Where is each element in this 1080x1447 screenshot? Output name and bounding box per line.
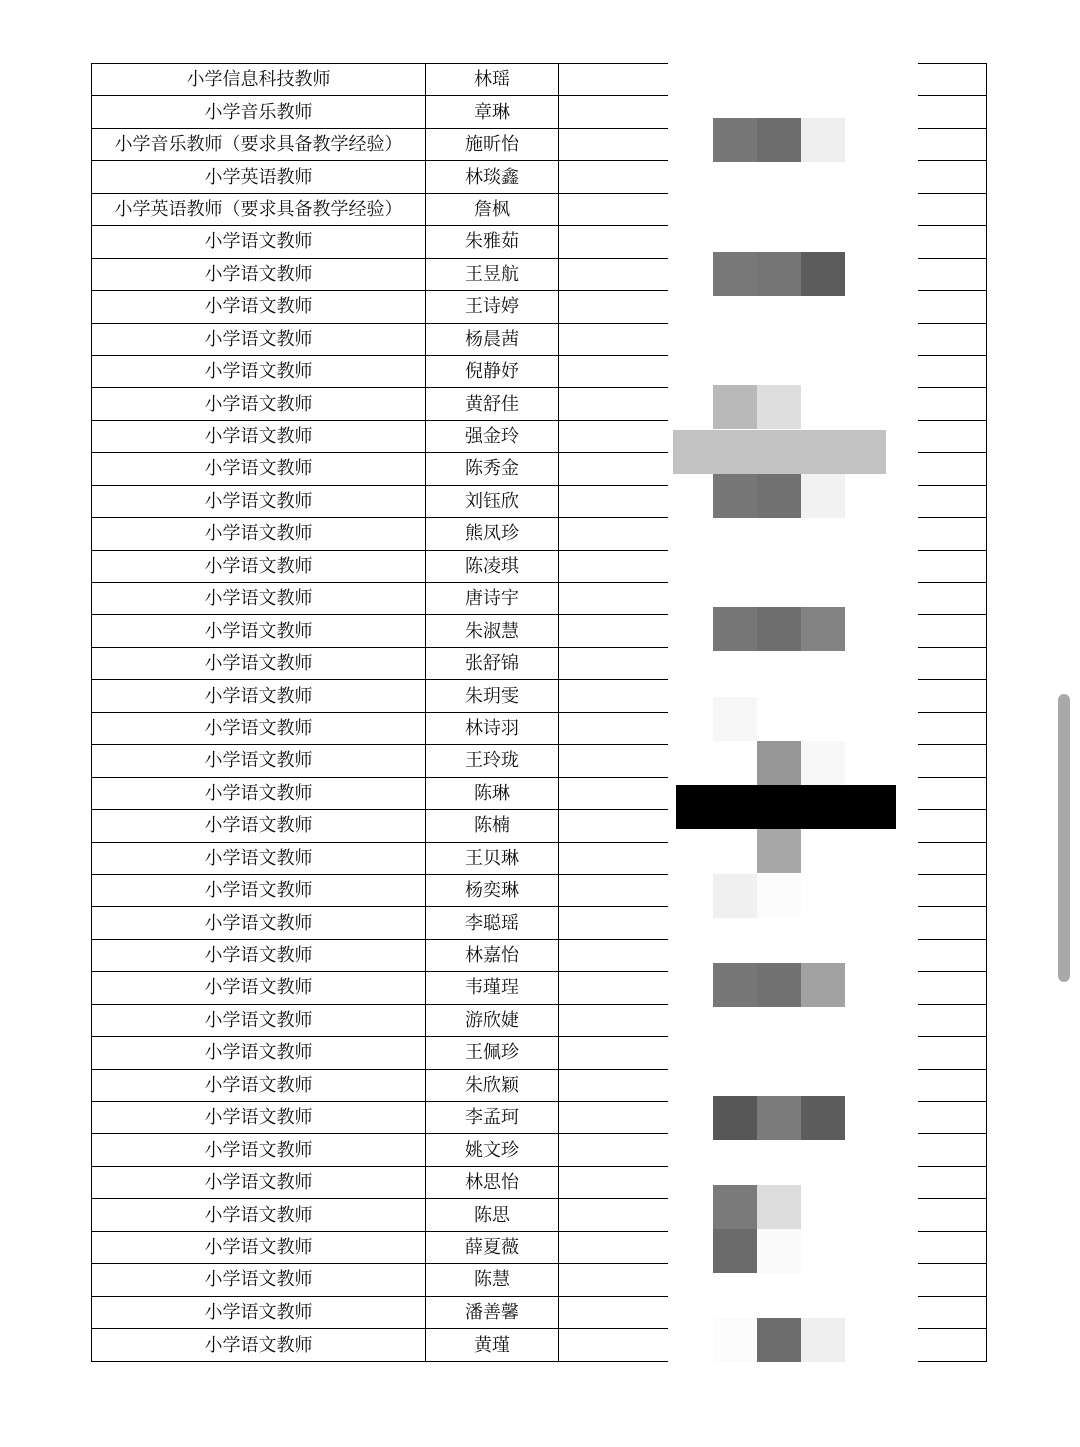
pixel-block — [801, 1318, 845, 1362]
pixel-block — [713, 697, 757, 741]
name-cell: 朱雅茹 — [426, 226, 559, 258]
position-cell: 小学语文教师 — [92, 712, 426, 744]
position-cell: 小学语文教师 — [92, 972, 426, 1004]
name-cell: 林琰鑫 — [426, 161, 559, 193]
position-cell: 小学语文教师 — [92, 1069, 426, 1101]
name-cell: 李聪瑶 — [426, 907, 559, 939]
position-cell: 小学语文教师 — [92, 615, 426, 647]
position-cell: 小学英语教师（要求具备教学经验） — [92, 193, 426, 225]
pixel-block — [757, 474, 801, 518]
name-cell: 林诗羽 — [426, 712, 559, 744]
position-cell: 小学语文教师 — [92, 842, 426, 874]
name-cell: 黄舒佳 — [426, 388, 559, 420]
pixel-block — [801, 741, 845, 785]
name-cell: 姚文珍 — [426, 1134, 559, 1166]
position-cell: 小学语文教师 — [92, 1329, 426, 1362]
name-cell: 詹枫 — [426, 193, 559, 225]
name-cell: 王玲珑 — [426, 745, 559, 777]
pixel-block — [757, 1318, 801, 1362]
vertical-scrollbar[interactable] — [1058, 694, 1070, 982]
results-sheet — [91, 63, 986, 1362]
name-cell: 林嘉怡 — [426, 939, 559, 971]
pixel-block — [713, 385, 757, 429]
position-cell: 小学语文教师 — [92, 518, 426, 550]
pixel-block — [757, 252, 801, 296]
pixel-block — [713, 963, 757, 1007]
pixel-block — [757, 829, 801, 873]
name-cell: 王昱航 — [426, 258, 559, 290]
position-cell: 小学语文教师 — [92, 420, 426, 452]
name-cell: 李孟珂 — [426, 1102, 559, 1134]
name-cell: 王贝琳 — [426, 842, 559, 874]
redaction-mask — [668, 61, 918, 1364]
position-cell: 小学语文教师 — [92, 1037, 426, 1069]
position-cell: 小学语文教师 — [92, 1166, 426, 1198]
pixel-block — [801, 474, 845, 518]
position-cell: 小学语文教师 — [92, 583, 426, 615]
position-cell: 小学语文教师 — [92, 355, 426, 387]
name-cell: 韦瑾珵 — [426, 972, 559, 1004]
name-cell: 唐诗宇 — [426, 583, 559, 615]
pixel-block — [713, 1185, 757, 1229]
pixel-block — [757, 1185, 801, 1229]
pixel-block — [713, 252, 757, 296]
pixel-block — [757, 1229, 801, 1273]
name-cell: 陈思 — [426, 1199, 559, 1231]
name-cell: 施昕怡 — [426, 128, 559, 160]
position-cell: 小学语文教师 — [92, 745, 426, 777]
position-cell: 小学语文教师 — [92, 323, 426, 355]
pixel-block — [757, 963, 801, 1007]
pixel-block — [757, 385, 801, 429]
name-cell: 陈慧 — [426, 1264, 559, 1296]
position-cell: 小学语文教师 — [92, 810, 426, 842]
pixel-block — [757, 874, 801, 918]
position-cell: 小学语文教师 — [92, 1004, 426, 1036]
position-cell: 小学语文教师 — [92, 258, 426, 290]
position-cell: 小学语文教师 — [92, 453, 426, 485]
pixel-block — [801, 1096, 845, 1140]
name-cell: 强金玲 — [426, 420, 559, 452]
pixel-block — [801, 252, 845, 296]
name-cell: 陈秀金 — [426, 453, 559, 485]
position-cell: 小学语文教师 — [92, 939, 426, 971]
position-cell: 小学语文教师 — [92, 1264, 426, 1296]
name-cell: 陈楠 — [426, 810, 559, 842]
pixel-block — [757, 1096, 801, 1140]
name-cell: 游欣婕 — [426, 1004, 559, 1036]
name-cell: 陈琳 — [426, 777, 559, 809]
name-cell: 杨奕琳 — [426, 874, 559, 906]
pixel-block — [713, 874, 757, 918]
position-cell: 小学语文教师 — [92, 1231, 426, 1263]
name-cell: 黄瑾 — [426, 1329, 559, 1362]
position-cell: 小学英语教师 — [92, 161, 426, 193]
position-cell: 小学语文教师 — [92, 388, 426, 420]
position-cell: 小学语文教师 — [92, 777, 426, 809]
position-cell: 小学语文教师 — [92, 907, 426, 939]
name-cell: 林思怡 — [426, 1166, 559, 1198]
pixel-block — [713, 1229, 757, 1273]
pixel-block — [713, 1096, 757, 1140]
position-cell: 小学语文教师 — [92, 874, 426, 906]
name-cell: 章琳 — [426, 96, 559, 128]
position-cell: 小学信息科技教师 — [92, 64, 426, 96]
position-cell: 小学语文教师 — [92, 226, 426, 258]
pixel-block — [713, 474, 757, 518]
pixel-block — [757, 607, 801, 651]
position-cell: 小学语文教师 — [92, 1134, 426, 1166]
name-cell: 朱欣颖 — [426, 1069, 559, 1101]
gray-bar — [673, 430, 886, 474]
pixel-block — [757, 118, 801, 162]
position-cell: 小学语文教师 — [92, 1199, 426, 1231]
name-cell: 倪静妤 — [426, 355, 559, 387]
position-cell: 小学语文教师 — [92, 550, 426, 582]
name-cell: 林瑶 — [426, 64, 559, 96]
name-cell: 潘善馨 — [426, 1296, 559, 1328]
pixel-block — [801, 607, 845, 651]
position-cell: 小学语文教师 — [92, 485, 426, 517]
name-cell: 王佩珍 — [426, 1037, 559, 1069]
pixel-block — [713, 1318, 757, 1362]
pixel-block — [801, 118, 845, 162]
name-cell: 熊凤珍 — [426, 518, 559, 550]
pixel-block — [757, 741, 801, 785]
position-cell: 小学语文教师 — [92, 1296, 426, 1328]
name-cell: 薛夏薇 — [426, 1231, 559, 1263]
position-cell: 小学音乐教师（要求具备教学经验） — [92, 128, 426, 160]
pixel-block — [713, 607, 757, 651]
position-cell: 小学语文教师 — [92, 680, 426, 712]
name-cell: 朱淑慧 — [426, 615, 559, 647]
name-cell: 刘钰欣 — [426, 485, 559, 517]
name-cell: 张舒锦 — [426, 647, 559, 679]
position-cell: 小学语文教师 — [92, 1102, 426, 1134]
position-cell: 小学语文教师 — [92, 291, 426, 323]
name-cell: 杨晨茜 — [426, 323, 559, 355]
name-cell: 朱玥雯 — [426, 680, 559, 712]
pixel-block — [801, 963, 845, 1007]
name-cell: 陈凌琪 — [426, 550, 559, 582]
position-cell: 小学音乐教师 — [92, 96, 426, 128]
position-cell: 小学语文教师 — [92, 647, 426, 679]
black-bar — [676, 785, 896, 829]
pixel-block — [713, 118, 757, 162]
name-cell: 王诗婷 — [426, 291, 559, 323]
